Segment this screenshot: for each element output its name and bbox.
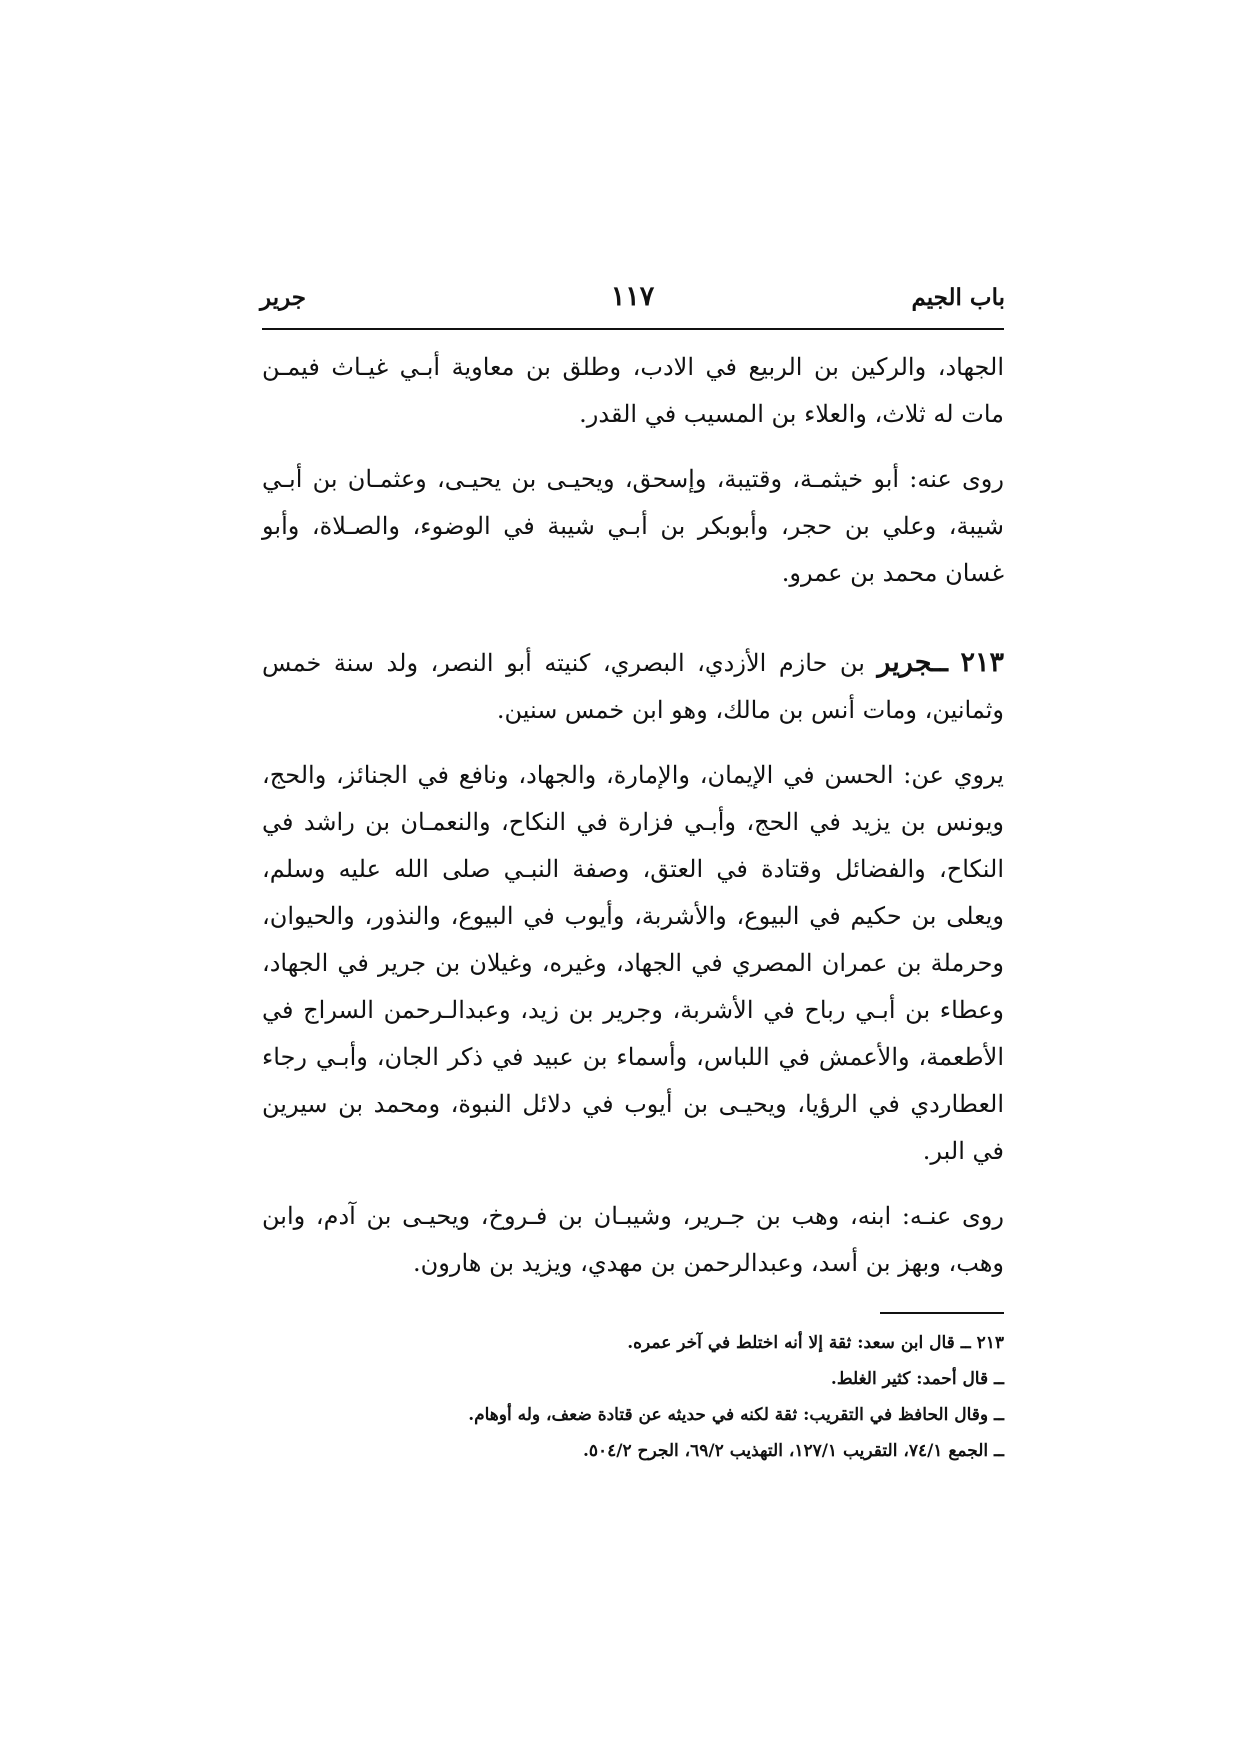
paragraph: روى عنه: أبو خيثمـة، وقتيبة، وإسحق، ويحيـى بن يحيـى، وعثمـان بن أبـي شيبة، وعلي بن حجر، وأبوبكر بن أبـي شيبة في الوضوء، والصـلاة، وأبو غسان محمد بن عمرو. xyxy=(262,465,1004,587)
running-title: جرير xyxy=(260,284,306,311)
footnote-line: ــ الجمع ٧٤/١، التقريب ١٢٧/١، التهذيب ٦٩/٢، الجرح ٥٠٤/٢. xyxy=(582,1441,1004,1461)
paragraph: روى عنـه: ابنه، وهب بن جـرير، وشيبـان بن فـروخ، ويحيـى بن آدم، وابن وهب، وبهز بن أسد، وعبدالرحمن بن مهدي، ويزيد بن هارون. xyxy=(262,1202,1004,1277)
footnotes xyxy=(262,1325,1004,1469)
paragraph: الجهاد، والركين بن الربيع في الادب، وطلق بن معاوية أبـي غيـاث فيمـن مات له ثلاث، والعلاء بن المسيب في القدر. xyxy=(262,353,1004,428)
footnote-line: ٢١٣ ــ قال ابن سعد: ثقة إلا أنه اختلط في آخر عمره. xyxy=(627,1333,1004,1353)
footnote-line: ــ قال أحمد: كثير الغلط. xyxy=(830,1369,1004,1389)
entry-paragraph xyxy=(262,639,1004,734)
footnote-line: ــ وقال الحافظ في التقريب: ثقة لكنه في حديثه عن قتادة ضعف، وله أوهام. xyxy=(468,1405,1004,1425)
entry-number: ٢١٣ xyxy=(960,647,1004,678)
section-title: باب الجيم xyxy=(911,284,1005,311)
footnote-rule xyxy=(880,1312,1004,1314)
header-rule xyxy=(262,328,1004,330)
entry-text: بن حازم الأزدي، البصري، كنيته أبو النصر، ولد سنة خمس وثمانين، ومات أنس بن مالك، وهو ابن خمس سنين. xyxy=(262,649,1004,724)
entry-name: جرير xyxy=(877,647,933,678)
entry-dash: ــ xyxy=(932,647,948,678)
main-text xyxy=(262,344,1004,1305)
paragraph: يروي عن: الحسن في الإيمان، والإمارة، والجهاد، ونافع في الجنائز، والحج، ويونس بن يزيد في الحج، وأبـي فزارة في النكاح، والنعمـان بن راشد في النكاح، والفضائل وقتادة في العتق، وصفة النبـي صلى الله عليه وسلم، ويعلى بن حكيم في البيوع، والأشربة، وأيوب في البيوع، والنذور، والحيوان، وحرملة بن عمران المصري في الجهاد، وغيره، وغيلان بن جرير في الجهاد، وعطاء بن أبـي رباح في الأشربة، وجرير بن زيد، وعبدالـرحمن السراج في الأطعمة، والأعمش في اللباس، وأسماء بن عبيد في ذكر الجان، وأبـي رجاء العطاردي في الرؤيا، ويحيـى بن أيوب في دلائل النبوة، ومحمد بن سيرين في البر. xyxy=(262,761,1004,1165)
page-number: ١١٧ xyxy=(610,281,655,312)
page-header xyxy=(260,281,1005,324)
